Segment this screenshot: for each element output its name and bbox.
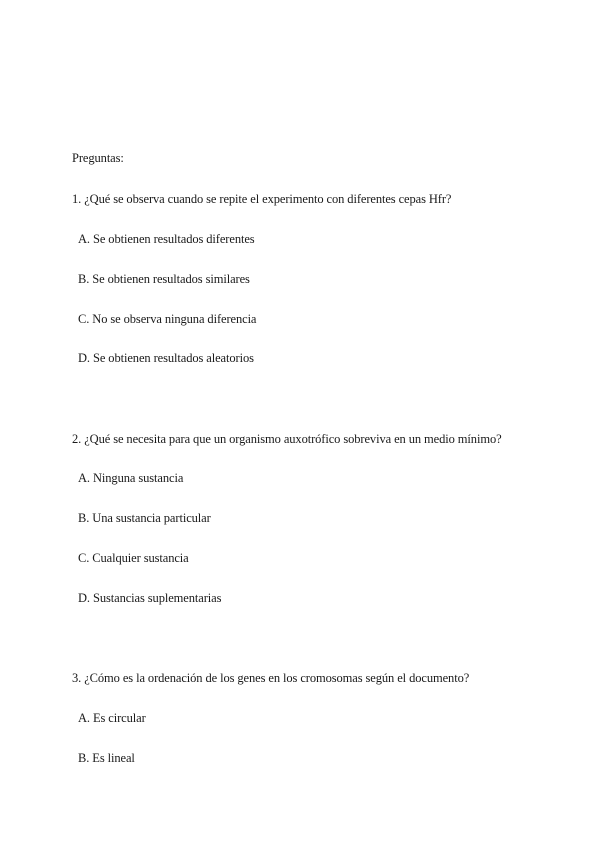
question-1-option-a: A. Se obtienen resultados diferentes	[78, 232, 255, 246]
question-2-option-b: B. Una sustancia particular	[78, 511, 211, 525]
question-1: 1. ¿Qué se observa cuando se repite el experimento con diferentes cepas Hfr?	[72, 192, 452, 206]
question-3: 3. ¿Cómo es la ordenación de los genes en los cromosomas según el documento?	[72, 671, 470, 685]
question-1-option-c: C. No se observa ninguna diferencia	[78, 312, 257, 326]
question-1-option-b: B. Se obtienen resultados similares	[78, 272, 250, 286]
question-3-option-b: B. Es lineal	[78, 751, 135, 765]
question-2-option-c: C. Cualquier sustancia	[78, 551, 189, 565]
question-2-option-d: D. Sustancias suplementarias	[78, 591, 222, 605]
question-3-option-a: A. Es circular	[78, 711, 146, 725]
question-1-option-d: D. Se obtienen resultados aleatorios	[78, 351, 254, 365]
question-2-option-a: A. Ninguna sustancia	[78, 471, 184, 485]
heading: Preguntas:	[72, 151, 124, 165]
question-2: 2. ¿Qué se necesita para que un organismo auxotrófico sobreviva en un medio mínimo?	[72, 432, 502, 446]
